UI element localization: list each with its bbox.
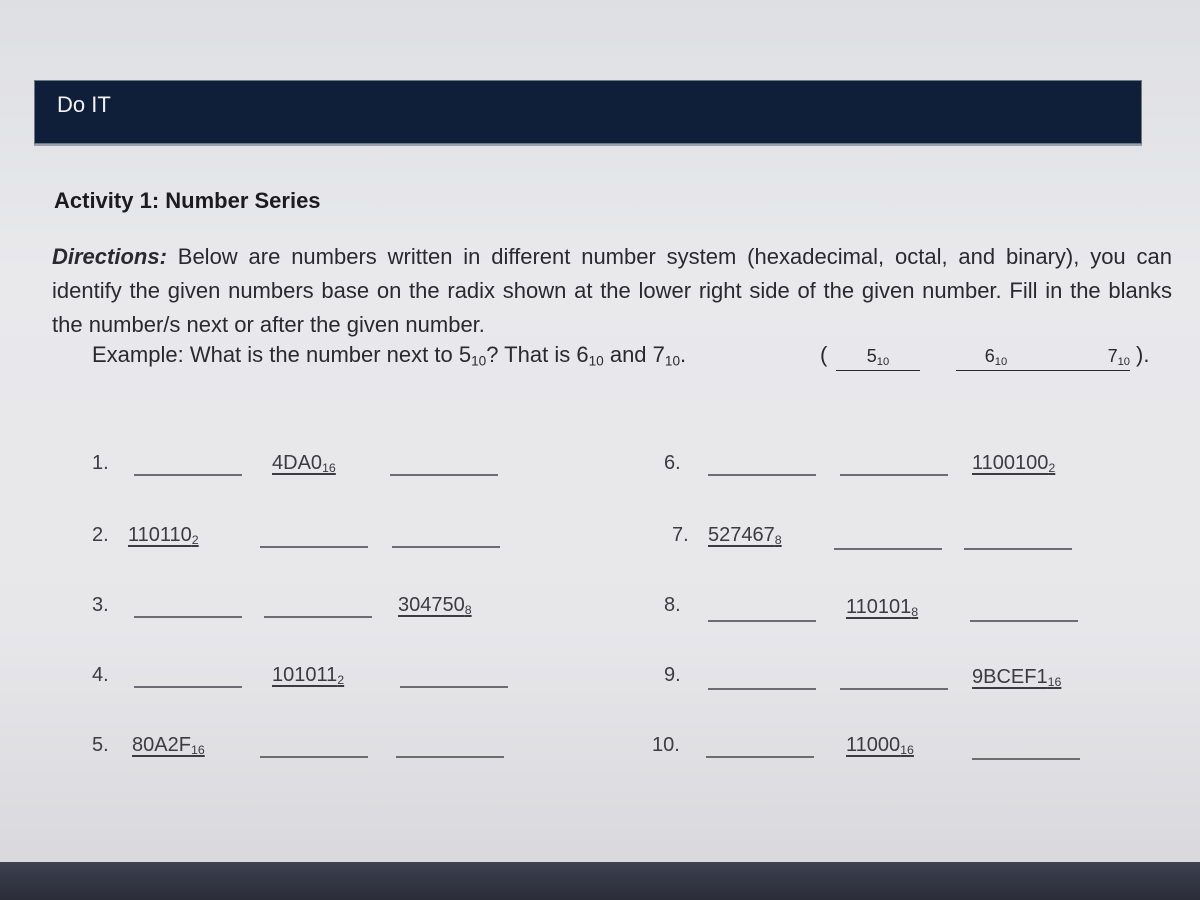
answer-blank[interactable] <box>400 686 508 688</box>
item-number-8: 8. <box>664 594 681 616</box>
example-answer-digit: 5 <box>866 346 877 366</box>
example-answer-base: 10 <box>876 355 890 368</box>
item-number-3: 3. <box>92 594 109 616</box>
answer-blank[interactable] <box>260 546 368 548</box>
given-number-6 <box>972 452 1055 475</box>
answer-blank[interactable] <box>134 474 242 476</box>
given-number-4 <box>272 664 344 687</box>
given-number-3 <box>398 594 472 617</box>
given-digits: 101011 <box>272 664 338 686</box>
example-answer-2 <box>956 346 1036 371</box>
item-number-1: 1. <box>92 452 109 474</box>
item-number-5: 5. <box>92 734 109 756</box>
answer-blank[interactable] <box>260 756 368 758</box>
given-number-2 <box>128 524 199 547</box>
example-text <box>92 342 686 368</box>
example-end: . <box>680 342 687 367</box>
example-answer-digit: 7 <box>1107 346 1118 366</box>
given-digits: 9BCEF1 <box>972 666 1048 688</box>
example-lead: Example: What is the number next to 5 <box>92 342 472 367</box>
directions-paragraph <box>52 240 1172 342</box>
given-digits: 304750 <box>398 594 465 616</box>
example-answer-digit: 6 <box>984 346 995 366</box>
given-number-1 <box>272 452 336 475</box>
given-base: 8 <box>464 603 472 618</box>
example-open-paren: ( <box>820 342 828 367</box>
example-mid: ? That is 6 <box>486 342 589 367</box>
answer-blank[interactable] <box>390 474 498 476</box>
example-base: 10 <box>471 353 487 369</box>
example-answer-3 <box>1036 346 1130 371</box>
item-number-2: 2. <box>92 524 109 546</box>
example-answer-1 <box>836 346 920 371</box>
given-number-8 <box>846 596 918 619</box>
answer-blank[interactable] <box>970 620 1078 622</box>
given-number-7 <box>708 524 782 547</box>
given-digits: 80A2F <box>132 734 191 756</box>
given-digits: 1100100 <box>972 452 1049 474</box>
directions-text: Below are numbers written in different number system (hexadecimal, octal, and binary), you can identify the given numbers base on the radix shown at the lower right side of the given number. Fill in the blanks the number/s next or after the given number. <box>52 244 1172 337</box>
answer-blank[interactable] <box>964 548 1072 550</box>
item-number-10: 10. <box>652 734 680 756</box>
example-answer-base: 10 <box>1117 355 1130 368</box>
given-number-5 <box>132 734 205 757</box>
given-base: 16 <box>1047 675 1062 690</box>
given-digits: 11000 <box>846 734 901 756</box>
example-base: 10 <box>664 353 681 369</box>
given-base: 2 <box>337 673 345 688</box>
given-base: 2 <box>191 533 199 548</box>
header-title: Do IT <box>57 92 111 117</box>
directions-label: Directions: <box>52 244 167 269</box>
example-base: 10 <box>588 353 604 369</box>
answer-blank[interactable] <box>840 474 948 476</box>
item-number-6: 6. <box>664 452 681 474</box>
given-base: 2 <box>1048 461 1056 476</box>
answer-blank[interactable] <box>134 616 242 618</box>
given-base: 16 <box>900 743 914 758</box>
activity-title: Activity 1: Number Series <box>54 188 321 213</box>
given-number-9 <box>972 666 1061 689</box>
given-base: 8 <box>774 533 782 548</box>
bottom-bar <box>0 862 1200 900</box>
given-base: 16 <box>322 461 336 476</box>
example-close-paren: ). <box>1136 342 1150 367</box>
answer-blank[interactable] <box>264 616 372 618</box>
answer-blank[interactable] <box>708 474 816 476</box>
answer-blank[interactable] <box>972 758 1080 760</box>
item-number-7: 7. <box>672 524 689 546</box>
given-base: 16 <box>190 743 205 758</box>
answer-blank[interactable] <box>392 546 500 548</box>
header-banner <box>34 80 1142 144</box>
item-number-9: 9. <box>664 664 681 686</box>
example-answer-base: 10 <box>994 355 1008 368</box>
answer-blank[interactable] <box>134 686 242 688</box>
given-base: 8 <box>911 605 919 620</box>
given-digits: 110110 <box>128 524 192 546</box>
item-number-4: 4. <box>92 664 109 686</box>
given-digits: 527467 <box>708 524 775 546</box>
given-number-10 <box>846 734 914 757</box>
answer-blank[interactable] <box>708 688 816 690</box>
example-and: and 7 <box>603 342 665 367</box>
answer-blank[interactable] <box>706 756 814 758</box>
given-digits: 110101 <box>846 596 912 618</box>
answer-blank[interactable] <box>396 756 504 758</box>
answer-blank[interactable] <box>840 688 948 690</box>
answer-blank[interactable] <box>834 548 942 550</box>
answer-blank[interactable] <box>708 620 816 622</box>
given-digits: 4DA0 <box>272 452 323 474</box>
